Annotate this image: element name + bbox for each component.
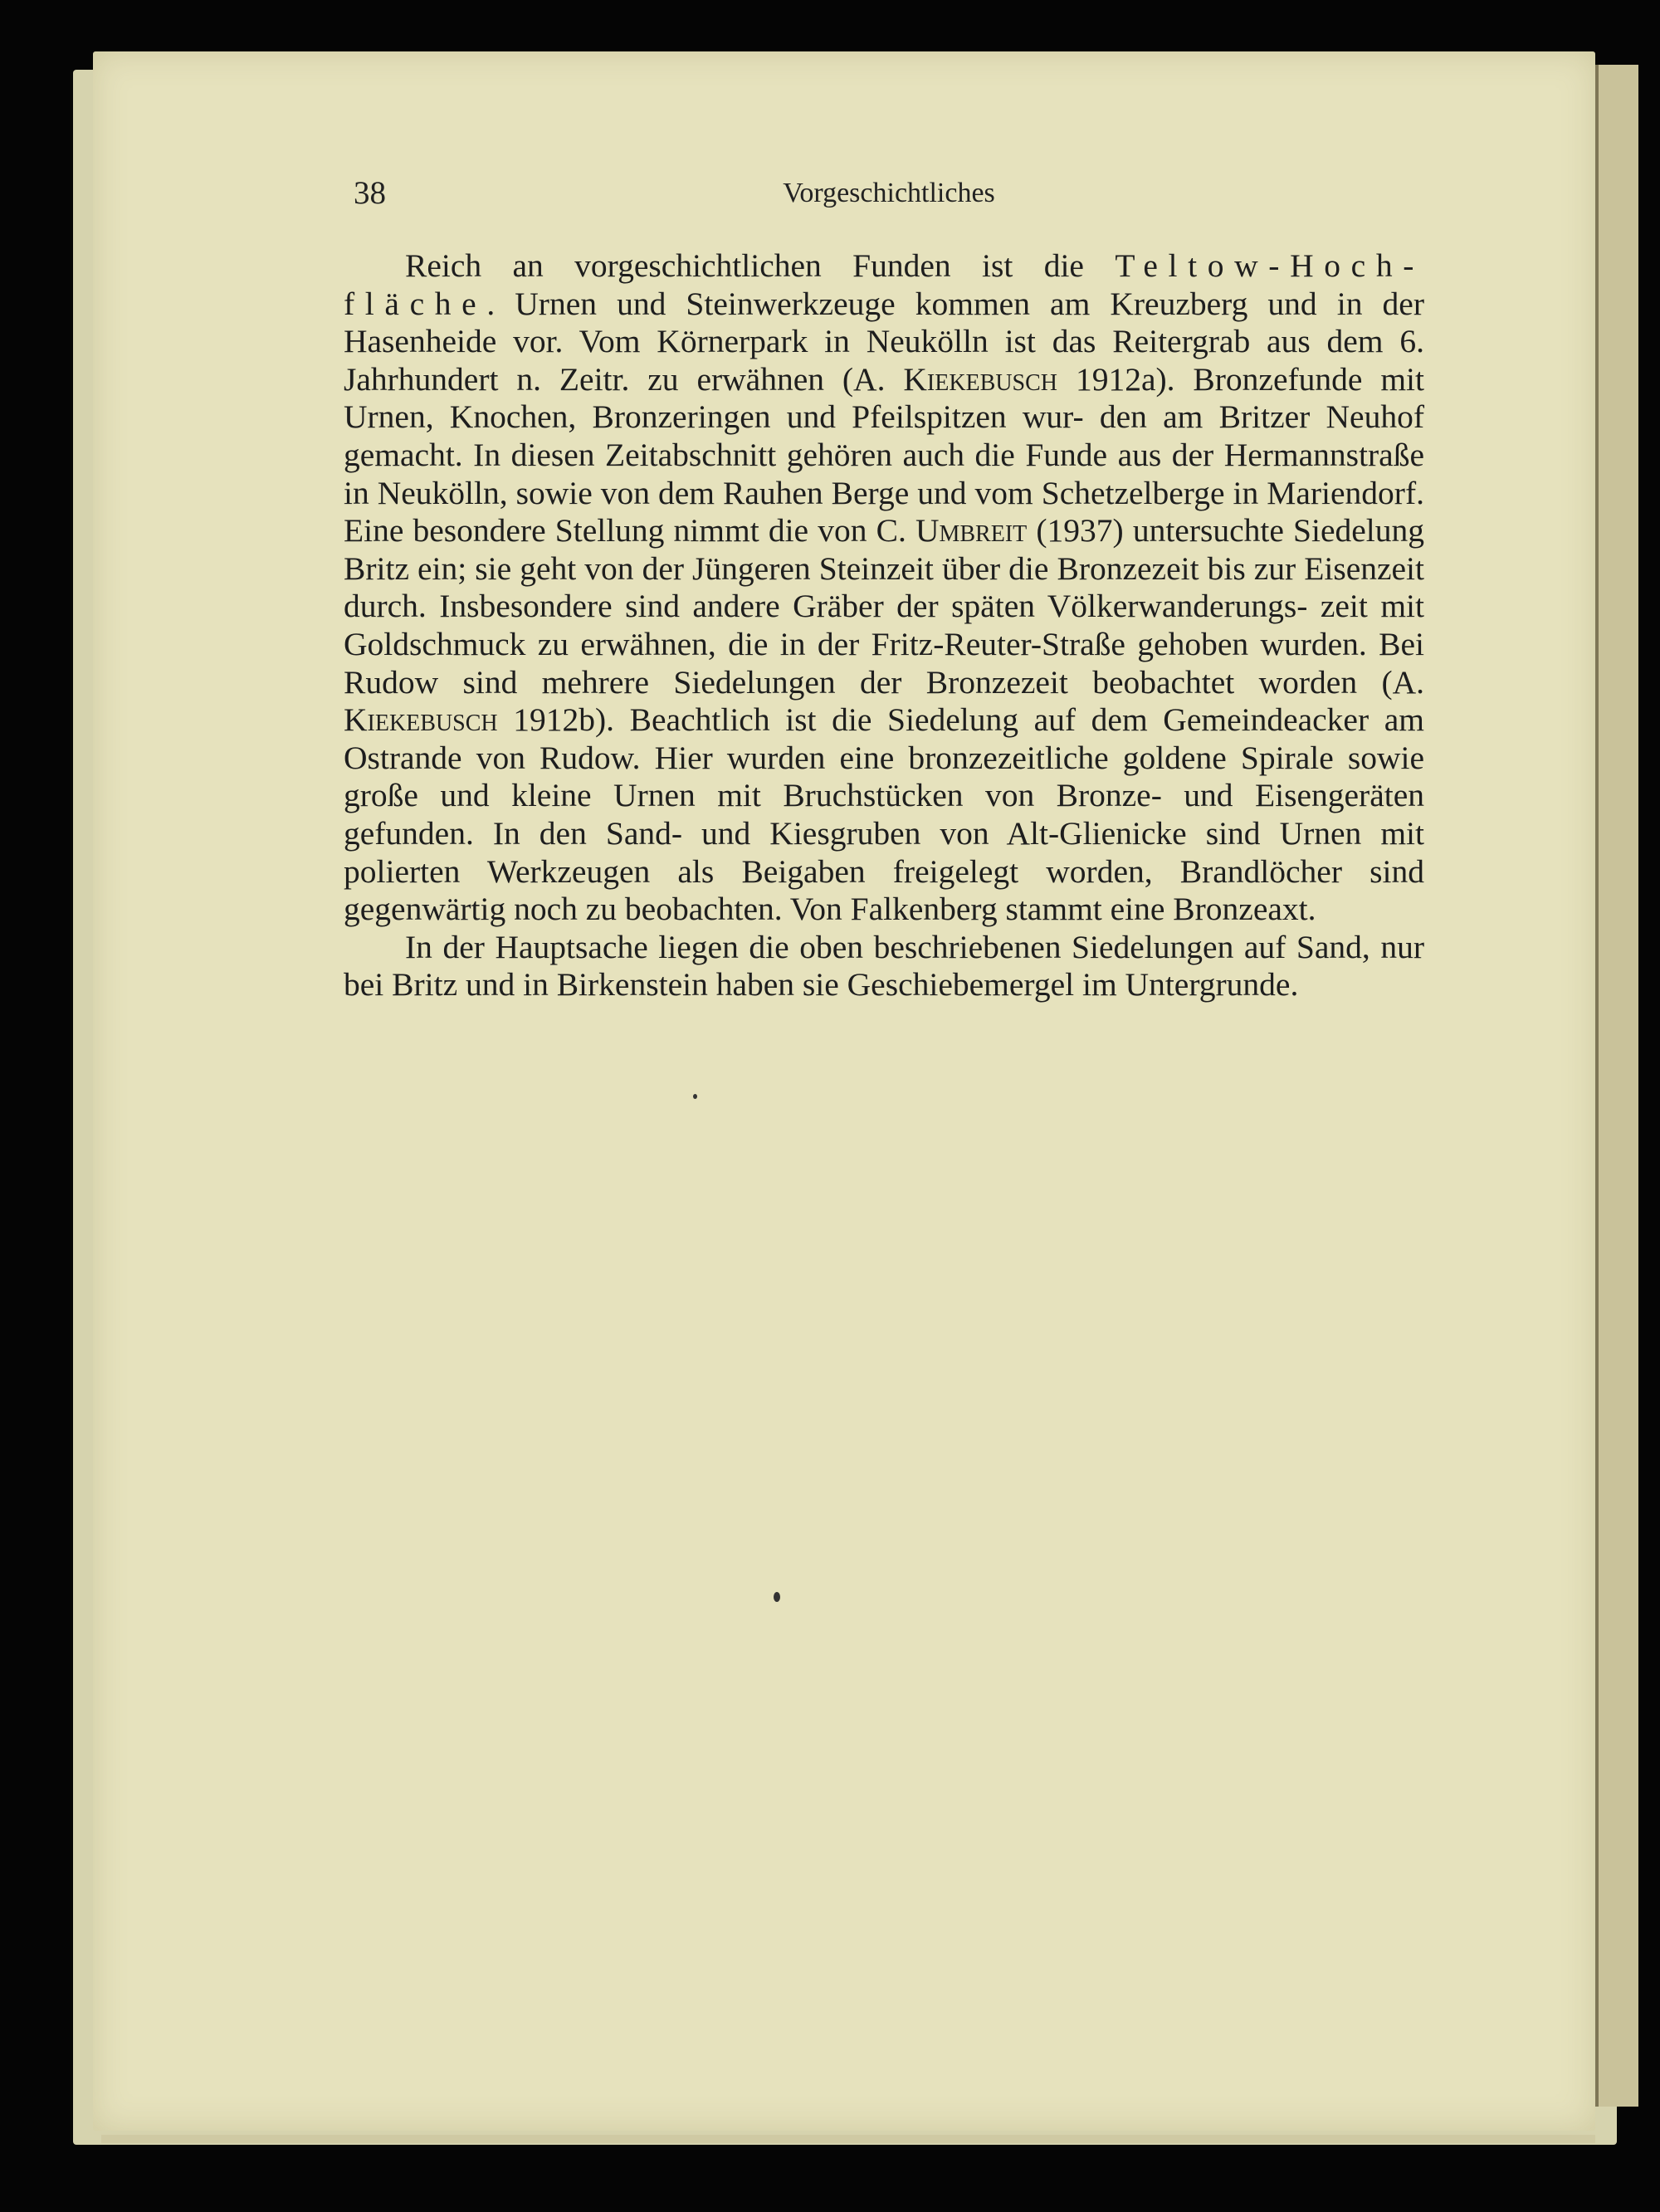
paragraph-1-text-d: (1937) untersuchte Siedelung Britz ein; sie geht von der Jüngeren Steinzeit über die Bronzezeit bis zur Eisenzeit durch. Insbesondere sind andere Gräber der späten Völkerwanderungs- zeit mit Goldschmuck zu erwähnen, die in der Fritz-Reuter-Straße gehoben wurden. Bei Rudow sind mehrere Siedelungen der Bronzezeit beobachtet worden (A. bbox=[344, 512, 1425, 701]
author-name: Kiekebusch bbox=[903, 360, 1058, 398]
ink-speck bbox=[774, 1592, 780, 1602]
spaced-term: Teltow-Hoch- fläche bbox=[344, 247, 1424, 322]
paragraph-1-text-e: 1912b). Beachtlich ist die Siedelung auf dem Gemeindeacker am Ostrande von Rudow. Hier wurden eine bronzezeitliche goldene Spirale sowie große und kleine Urnen mit Bruchstücken von Bronze- und Eisengeräten gefunden. In den Sand- und Kiesgruben von Alt-Glienicke sind Urnen mit polierten Werkzeugen als Beigaben freigelegt worden, Brandlöcher sind gegenwärtig noch zu beobachten. Von Falkenberg stammt eine Bronzeaxt. bbox=[344, 701, 1424, 928]
paragraph-2: In der Hauptsache liegen die oben beschriebenen Siedelungen auf Sand, nur bei Britz und in Birkenstein haben sie Geschiebemergel im Untergrunde. bbox=[344, 928, 1424, 1003]
paragraph-1-text-a: Reich an vorgeschichtlichen Funden ist die bbox=[405, 247, 1116, 284]
bleed-through-texture bbox=[340, 1112, 1419, 1610]
running-head: Vorgeschichtliches bbox=[783, 178, 995, 208]
ink-speck bbox=[693, 1094, 697, 1099]
author-name: Umbreit bbox=[915, 512, 1028, 549]
page-number: 38 bbox=[354, 175, 386, 211]
body-text bbox=[344, 247, 1424, 1004]
paragraph-1-text-c: 1912a). Bronzefunde mit Urnen, Knochen, Bronzeringen und Pfeilspitzen wur- den am Britzer Neuhof gemacht. In diesen Zeitabschnitt gehören auch die Funde aus der Hermannstraße in Neukölln, sowie von dem Rauhen Berge und vom Schetzelberge in Mariendorf. Eine besondere Stellung nimmt die von C. bbox=[344, 360, 1424, 549]
page-edge-right bbox=[1595, 65, 1638, 2107]
paragraph-1 bbox=[344, 247, 1424, 929]
paragraph-1-text-b: . Urnen und Steinwerkzeuge kommen am Kreuzberg und in der Hasenheide vor. Vom Körnerpark in Neukölln ist das Reitergrab aus dem 6. Jahrhundert n. Zeitr. zu erwähnen (A. bbox=[344, 285, 1424, 398]
author-name: Kiekebusch bbox=[344, 701, 498, 739]
page-edge-bottom bbox=[101, 2135, 1595, 2143]
page-header bbox=[354, 174, 1424, 224]
